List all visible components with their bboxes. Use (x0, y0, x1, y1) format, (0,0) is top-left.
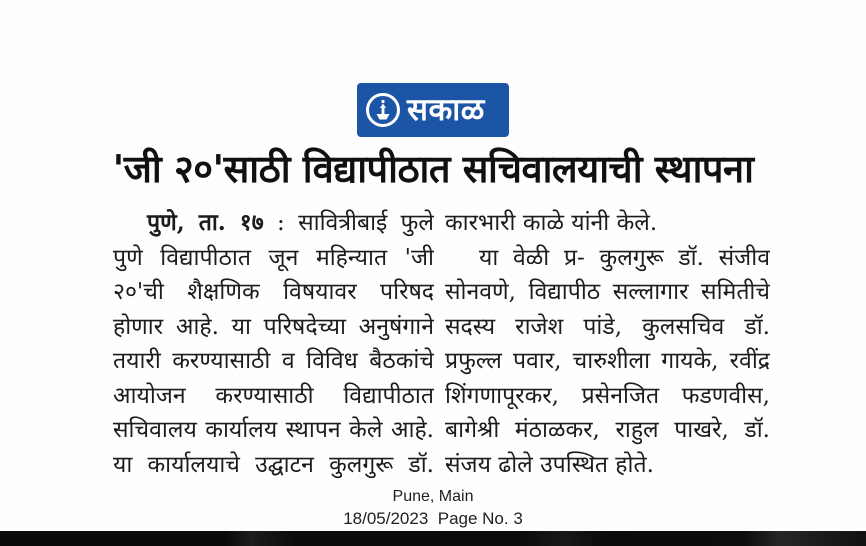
article-line (113, 206, 434, 241)
date-page-label: 18/05/2023 Page No. 3 (343, 509, 523, 528)
article-column-right (445, 206, 770, 482)
dateline: पुणे, ता. १७ (147, 209, 264, 236)
dateline-rest: : सावित्रीबाई फुले (263, 210, 434, 236)
article-line: कारभारी काळे यांनी केले. (445, 210, 658, 236)
article-line: पुणे विद्यापीठात जून महिन्यात 'जी (113, 244, 434, 271)
masthead (357, 83, 509, 137)
article-line: होणार आहे. या परिषदेच्या अनुषंगाने (113, 313, 434, 340)
article-line: बागेश्री मंठाळकर, राहुल पाखरे, डॉ. (445, 417, 770, 443)
article-line: या कार्यालयाचे उद्घाटन कुलगुरू डॉ. (113, 451, 434, 478)
edition-label: Pune, Main (392, 488, 474, 505)
article-line: सोनवणे, विद्यापीठ सल्लागार समितीचे (445, 279, 770, 305)
article-line: सदस्य राजेश पांडे, कुलसचिव डॉ. (445, 313, 770, 340)
article-line: तयारी करण्यासाठी व विविध बैठकांचे (113, 348, 434, 374)
sakal-logo (357, 83, 509, 137)
article-line: आयोजन करण्यासाठी विद्यापीठात (113, 382, 434, 409)
article-line: प्रफुल्ल पवार, चारुशीला गायके, रवींद्र (445, 348, 770, 374)
article-line: २०'ची शैक्षणिक विषयावर परिषद (113, 279, 434, 305)
bottom-black-strip (0, 531, 866, 546)
article-body (113, 206, 770, 482)
clipping-footer (0, 486, 866, 530)
article-line: सचिवालय कार्यालय स्थापन केले आहे. (113, 417, 434, 443)
article-column-left (113, 206, 434, 482)
article-line: संजय ढोले उपस्थित होते. (445, 451, 654, 478)
article-line: शिंगणापूरकर, प्रसेनजित फडणवीस, (445, 382, 770, 409)
sakal-lamp-icon (365, 92, 401, 128)
logo-wordmark: सकाळ (407, 92, 485, 128)
article-headline: 'जी २०'साठी विद्यापीठात सचिवालयाची स्थापना (112, 146, 754, 191)
article-line: या वेळी प्र- कुलगुरू डॉ. संजीव (479, 244, 770, 271)
